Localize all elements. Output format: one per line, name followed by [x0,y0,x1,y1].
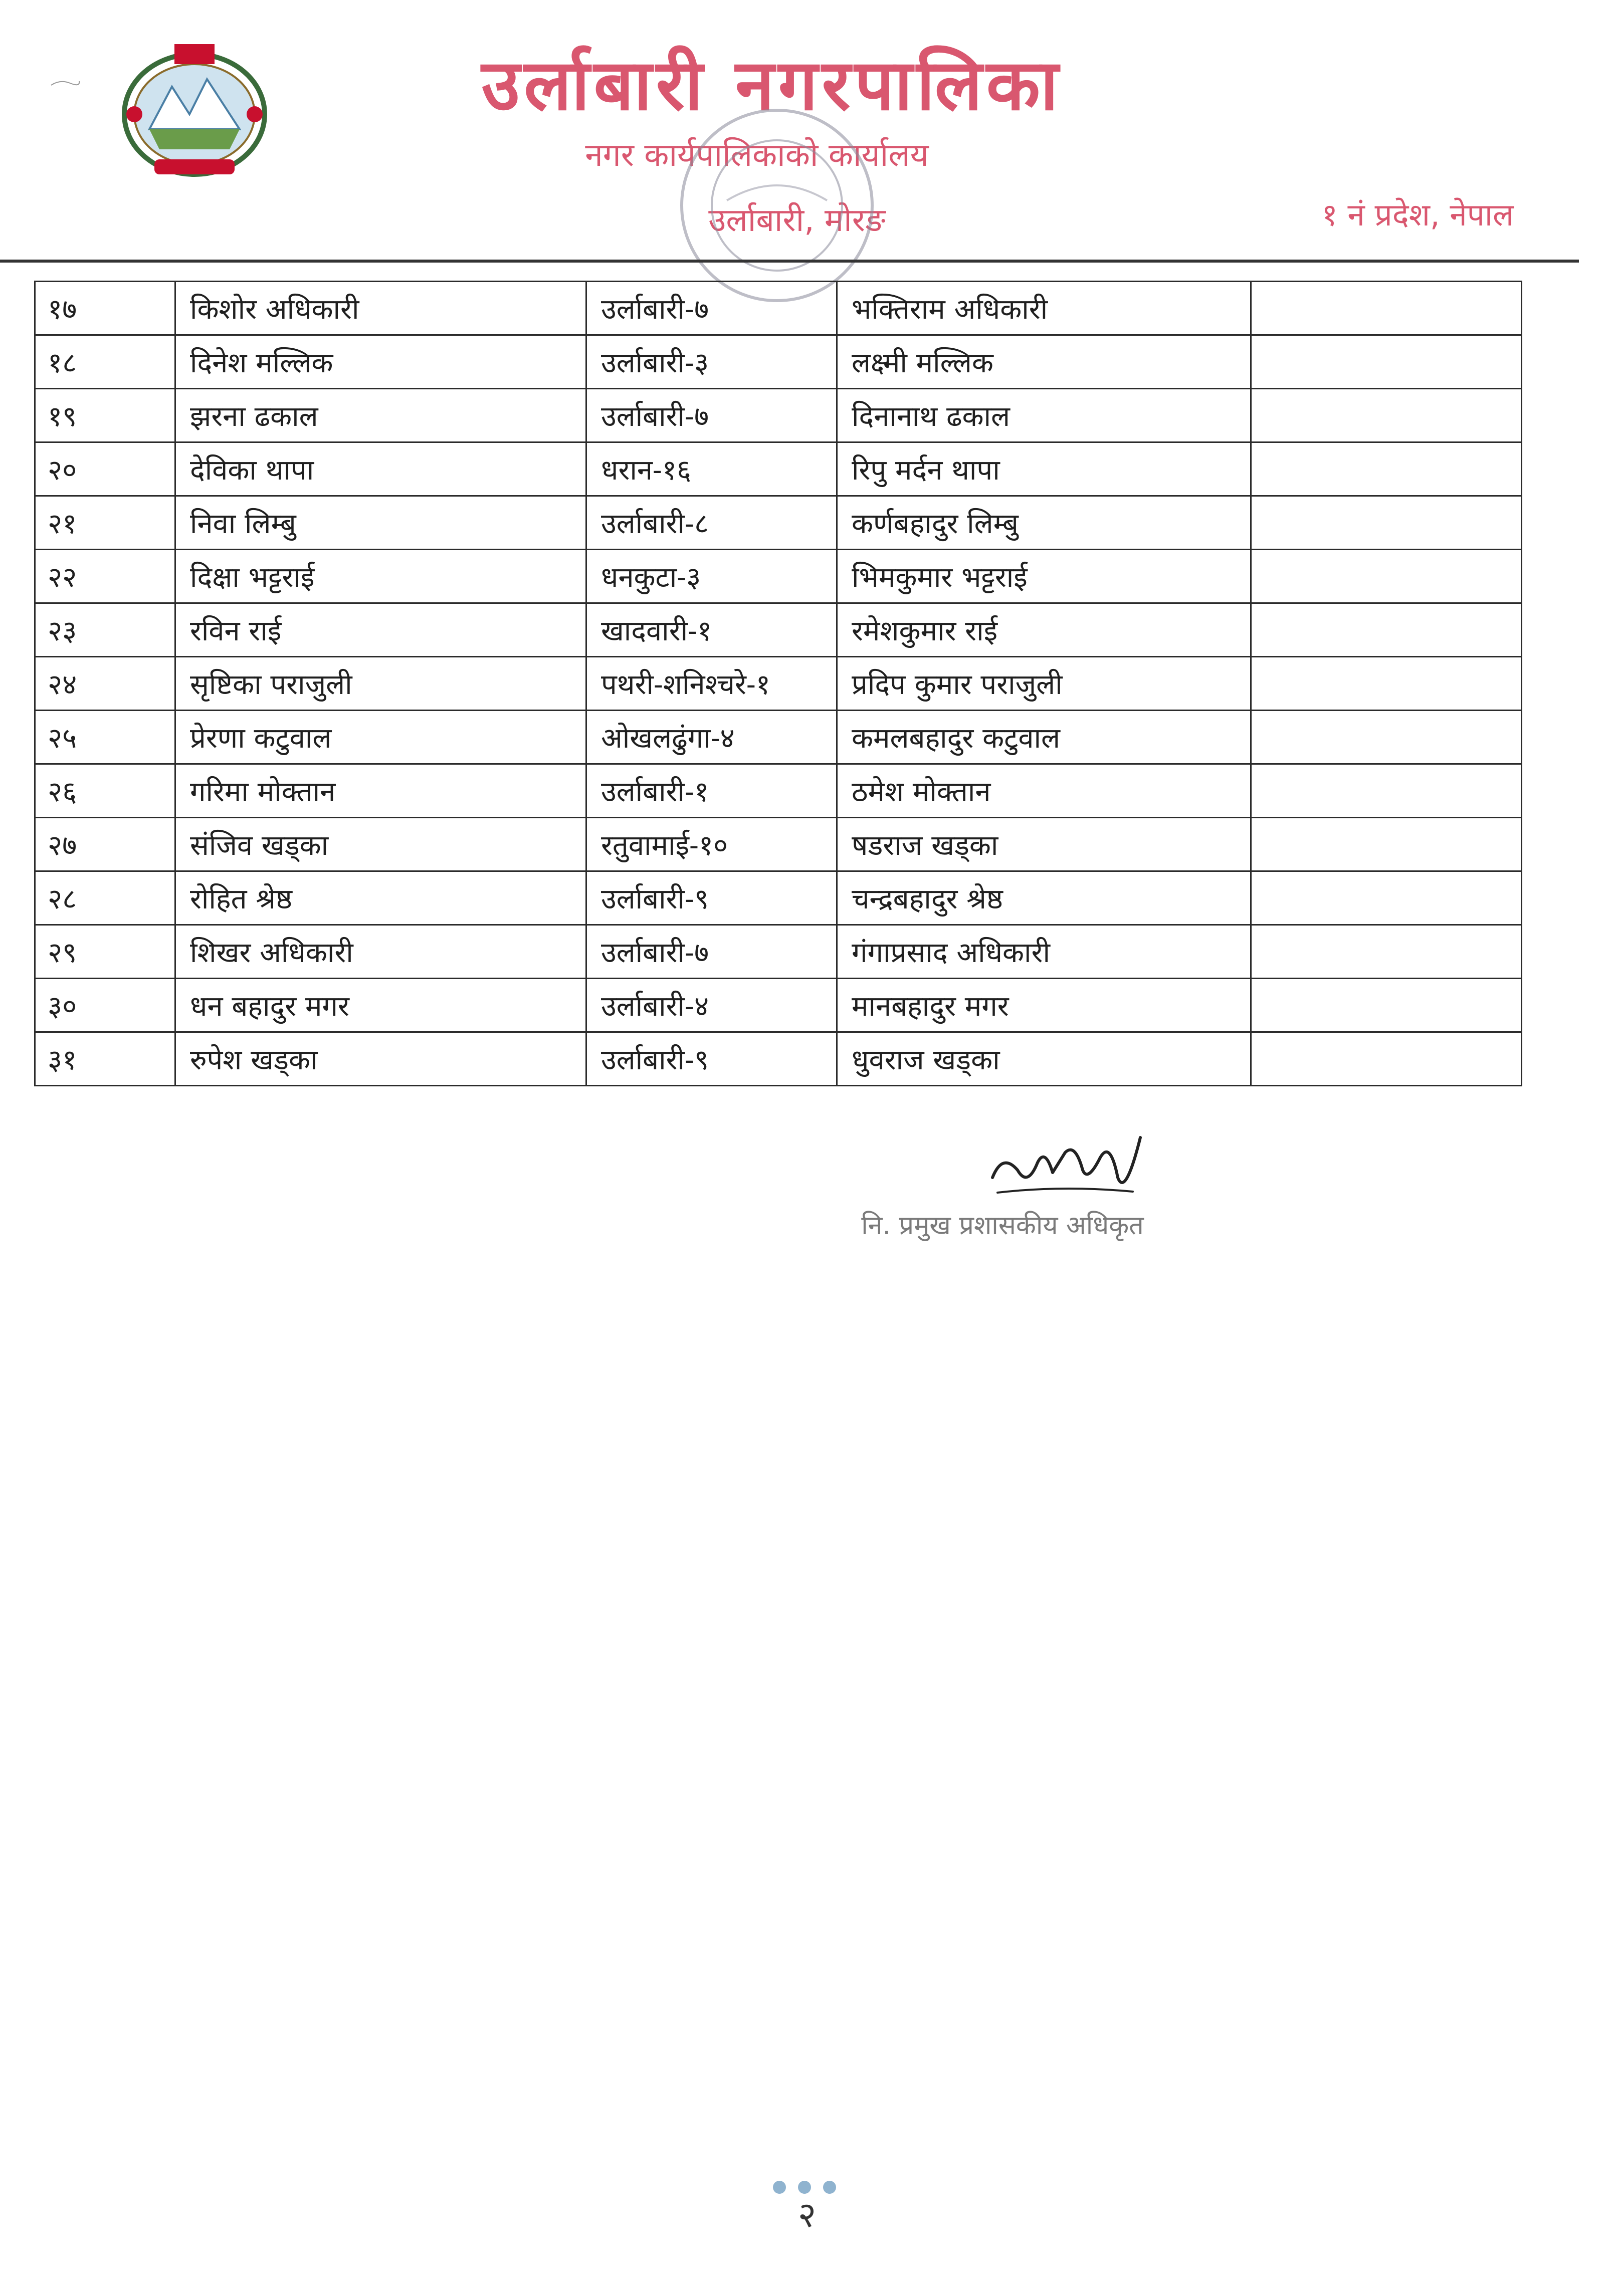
guardian-cell: भक्तिराम अधिकारी [837,282,1251,335]
table-row [35,389,1522,442]
serial-number-cell: ३१ [35,1032,175,1086]
table-row [35,764,1522,818]
page-number: २ [797,2194,817,2235]
guardian-cell: रिपु मर्दन थापा [837,442,1251,496]
remark-cell [1251,335,1522,389]
remark-cell [1251,711,1522,764]
guardian-cell: चन्द्रबहादुर श्रेष्ठ [837,871,1251,925]
table-row [35,925,1522,979]
address-cell: उर्लाबारी-१ [586,764,837,818]
address-cell: रतुवामाई-१० [586,818,837,871]
guardian-cell: गंगाप्रसाद अधिकारी [837,925,1251,979]
address-cell: उर्लाबारी-३ [586,335,837,389]
table-row [35,1032,1522,1086]
province-country: १ नं प्रदेश, नेपाल [1321,196,1514,233]
office-stamp-icon [667,100,887,311]
guardian-cell: भिमकुमार भट्टराई [837,550,1251,603]
remark-cell [1251,550,1522,603]
address-cell: पथरी-शनिश्चरे-१ [586,657,837,711]
guardian-cell: षडराज खड्का [837,818,1251,871]
remark-cell [1251,979,1522,1032]
name-cell: रुपेश खड्का [175,1032,586,1086]
scan-mark-icon [50,75,80,90]
serial-number-cell: २५ [35,711,175,764]
serial-number-cell: ३० [35,979,175,1032]
guardian-cell: ठमेश मोक्तान [837,764,1251,818]
office-address: उर्लाबारी, मोरङ [708,202,886,239]
serial-number-cell: २६ [35,764,175,818]
name-cell: धन बहादुर मगर [175,979,586,1032]
header-divider [0,260,1579,263]
serial-number-cell: २१ [35,496,175,550]
remark-cell [1251,764,1522,818]
remark-cell [1251,603,1522,657]
name-cell: रोहित श्रेष्ठ [175,871,586,925]
remark-cell [1251,282,1522,335]
serial-number-cell: २४ [35,657,175,711]
name-cell: रविन राई [175,603,586,657]
serial-number-cell: २३ [35,603,175,657]
serial-number-cell: २८ [35,871,175,925]
student-list-table [34,281,1521,1086]
guardian-cell: लक्ष्मी मल्लिक [837,335,1251,389]
address-cell: उर्लाबारी-७ [586,925,837,979]
address-cell: उर्लाबारी-९ [586,1032,837,1086]
address-cell: उर्लाबारी-९ [586,871,837,925]
table-row [35,979,1522,1032]
name-cell: झरना ढकाल [175,389,586,442]
remark-cell [1251,871,1522,925]
remark-cell [1251,442,1522,496]
table-row [35,442,1522,496]
guardian-cell: धुवराज खड्का [837,1032,1251,1086]
signatory-title: नि. प्रमुख प्रशासकीय अधिकृत [861,1211,1144,1241]
serial-number-cell: १७ [35,282,175,335]
office-subtitle: नगर कार्यपालिकाको कार्यालय [585,137,929,174]
name-cell: संजिव खड्का [175,818,586,871]
government-emblem-icon [114,44,275,189]
serial-number-cell: २२ [35,550,175,603]
signature-icon [982,1122,1153,1213]
table-row [35,282,1522,335]
table-row [35,335,1522,389]
guardian-cell: रमेशकुमार राई [837,603,1251,657]
name-cell: गरिमा मोक्तान [175,764,586,818]
address-cell: उर्लाबारी-७ [586,389,837,442]
name-cell: देविका थापा [175,442,586,496]
name-cell: निवा लिम्बु [175,496,586,550]
remark-cell [1251,818,1522,871]
remark-cell [1251,496,1522,550]
name-cell: प्रेरणा कटुवाल [175,711,586,764]
address-cell: धनकुटा-३ [586,550,837,603]
name-cell: दिनेश मल्लिक [175,335,586,389]
address-cell: उर्लाबारी-८ [586,496,837,550]
data-table [34,281,1522,1086]
name-cell: सृष्टिका पराजुली [175,657,586,711]
address-cell: उर्लाबारी-७ [586,282,837,335]
table-row [35,711,1522,764]
guardian-cell: कमलबहादुर कटुवाल [837,711,1251,764]
name-cell: किशोर अधिकारी [175,282,586,335]
table-row [35,818,1522,871]
address-cell: खादवारी-१ [586,603,837,657]
guardian-cell: दिनानाथ ढकाल [837,389,1251,442]
serial-number-cell: १९ [35,389,175,442]
table-row [35,871,1522,925]
guardian-cell: प्रदिप कुमार पराजुली [837,657,1251,711]
guardian-cell: कर्णबहादुर लिम्बु [837,496,1251,550]
remark-cell [1251,925,1522,979]
serial-number-cell: २७ [35,818,175,871]
address-cell: ओखलढुंगा-४ [586,711,837,764]
address-cell: धरान-१६ [586,442,837,496]
remark-cell [1251,657,1522,711]
table-row [35,550,1522,603]
table-row [35,496,1522,550]
remark-cell [1251,1032,1522,1086]
serial-number-cell: १८ [35,335,175,389]
name-cell: दिक्षा भट्टराई [175,550,586,603]
remark-cell [1251,389,1522,442]
table-row [35,603,1522,657]
name-cell: शिखर अधिकारी [175,925,586,979]
guardian-cell: मानबहादुर मगर [837,979,1251,1032]
table-row [35,657,1522,711]
serial-number-cell: २० [35,442,175,496]
municipality-title: उर्लाबारी नगरपालिका [481,44,1063,126]
address-cell: उर्लाबारी-४ [586,979,837,1032]
serial-number-cell: २९ [35,925,175,979]
